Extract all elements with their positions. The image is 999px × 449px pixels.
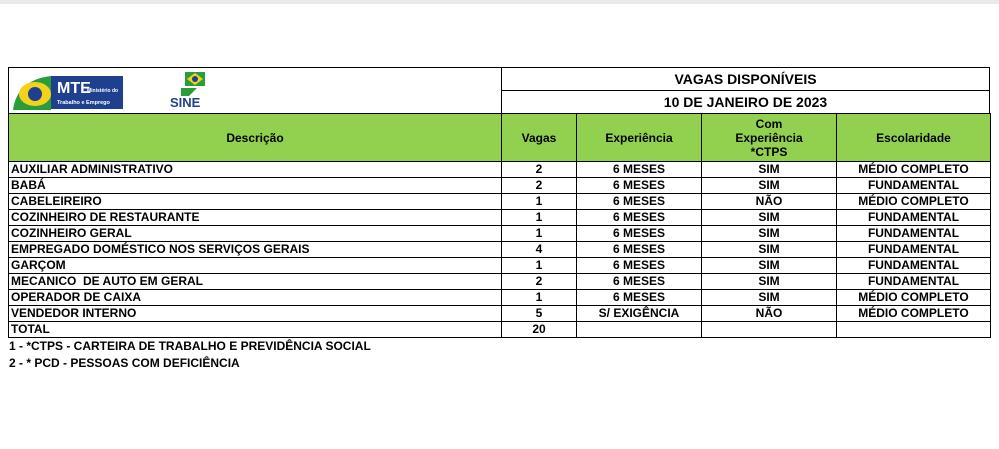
table-row [9, 274, 991, 290]
mte-logo [11, 72, 125, 112]
total-value: 20 [502, 322, 577, 338]
cell-descricao: COZINHEIRO GERAL [9, 226, 502, 242]
cell-vagas: 5 [502, 306, 577, 322]
cell-descricao: OPERADOR DE CAIXA [9, 290, 502, 306]
table-row [9, 210, 991, 226]
total-empty-cell [837, 322, 991, 338]
cell-escolaridade: MÉDIO COMPLETO [837, 194, 991, 210]
cell-ctps: SIM [702, 242, 837, 258]
cell-experiencia: 6 MESES [577, 242, 702, 258]
col-experiencia: Experiência [577, 114, 702, 162]
cell-descricao: AUXILIAR ADMINISTRATIVO [9, 162, 502, 178]
total-label: TOTAL [9, 322, 502, 338]
table-row [9, 226, 991, 242]
sine-logo-text: SINE [170, 95, 201, 110]
cell-escolaridade: FUNDAMENTAL [837, 178, 991, 194]
table-row [9, 306, 991, 322]
table-row [9, 194, 991, 210]
col-escolaridade: Escolaridade [837, 114, 991, 162]
cell-escolaridade: FUNDAMENTAL [837, 258, 991, 274]
cell-vagas: 1 [502, 290, 577, 306]
footnote-ctps: 1 - *CTPS - CARTEIRA DE TRABALHO E PREVIDÊNCIA SOCIAL [9, 339, 371, 353]
col-descricao: Descrição [9, 114, 502, 162]
sine-logo [167, 70, 217, 112]
page-date: 10 DE JANEIRO DE 2023 [663, 94, 828, 110]
cell-vagas: 1 [502, 258, 577, 274]
cell-ctps: SIM [702, 258, 837, 274]
table-row [9, 178, 991, 194]
cell-ctps: SIM [702, 162, 837, 178]
cell-vagas: 2 [502, 274, 577, 290]
cell-vagas: 1 [502, 194, 577, 210]
top-divider [0, 0, 999, 4]
cell-descricao: CABELEIREIRO [9, 194, 502, 210]
cell-experiencia: 6 MESES [577, 226, 702, 242]
table-row [9, 290, 991, 306]
page-title: VAGAS DISPONÍVEIS [502, 68, 989, 91]
cell-vagas: 1 [502, 210, 577, 226]
col-vagas: Vagas [502, 114, 577, 162]
title-block [502, 68, 989, 114]
table-header-row [9, 114, 991, 162]
cell-experiencia: 6 MESES [577, 290, 702, 306]
mte-logo-sub1: Ministério do [87, 88, 119, 94]
cell-escolaridade: MÉDIO COMPLETO [837, 162, 991, 178]
cell-ctps: NÃO [702, 194, 837, 210]
cell-escolaridade: FUNDAMENTAL [837, 226, 991, 242]
mte-logo-text: MTE [57, 80, 91, 97]
table-row [9, 242, 991, 258]
cell-escolaridade: FUNDAMENTAL [837, 274, 991, 290]
table-row [9, 162, 991, 178]
cell-experiencia: 6 MESES [577, 162, 702, 178]
cell-vagas: 1 [502, 226, 577, 242]
footnotes [9, 338, 371, 372]
cell-experiencia: 6 MESES [577, 194, 702, 210]
cell-escolaridade: FUNDAMENTAL [837, 242, 991, 258]
table-row [9, 258, 991, 274]
cell-experiencia: 6 MESES [577, 274, 702, 290]
mte-logo-sub2: Trabalho e Emprego [57, 100, 110, 106]
cell-vagas: 4 [502, 242, 577, 258]
cell-ctps: NÃO [702, 306, 837, 322]
total-empty-cell [702, 322, 837, 338]
cell-vagas: 2 [502, 162, 577, 178]
footnote-pcd: 2 - * PCD - PESSOAS COM DEFICIÊNCIA [9, 356, 240, 370]
cell-escolaridade: MÉDIO COMPLETO [837, 290, 991, 306]
cell-escolaridade: MÉDIO COMPLETO [837, 306, 991, 322]
cell-experiencia: 6 MESES [577, 178, 702, 194]
cell-ctps: SIM [702, 226, 837, 242]
cell-ctps: SIM [702, 210, 837, 226]
total-empty-cell [577, 322, 702, 338]
cell-ctps: SIM [702, 178, 837, 194]
cell-vagas: 2 [502, 178, 577, 194]
document-header [8, 67, 990, 113]
cell-escolaridade: FUNDAMENTAL [837, 210, 991, 226]
jobs-table [8, 113, 991, 338]
cell-experiencia: 6 MESES [577, 210, 702, 226]
cell-descricao: VENDEDOR INTERNO [9, 306, 502, 322]
total-row [9, 322, 991, 338]
cell-descricao: BABÁ [9, 178, 502, 194]
logos-area [9, 68, 502, 114]
cell-experiencia: 6 MESES [577, 258, 702, 274]
cell-ctps: SIM [702, 274, 837, 290]
cell-descricao: MECANICO DE AUTO EM GERAL [9, 274, 502, 290]
cell-descricao: GARÇOM [9, 258, 502, 274]
cell-experiencia: S/ EXIGÊNCIA [577, 306, 702, 322]
cell-descricao: EMPREGADO DOMÉSTICO NOS SERVIÇOS GERAIS [9, 242, 502, 258]
cell-descricao: COZINHEIRO DE RESTAURANTE [9, 210, 502, 226]
col-com-experiencia: Com Experiência *CTPS [702, 114, 837, 162]
cell-ctps: SIM [702, 290, 837, 306]
